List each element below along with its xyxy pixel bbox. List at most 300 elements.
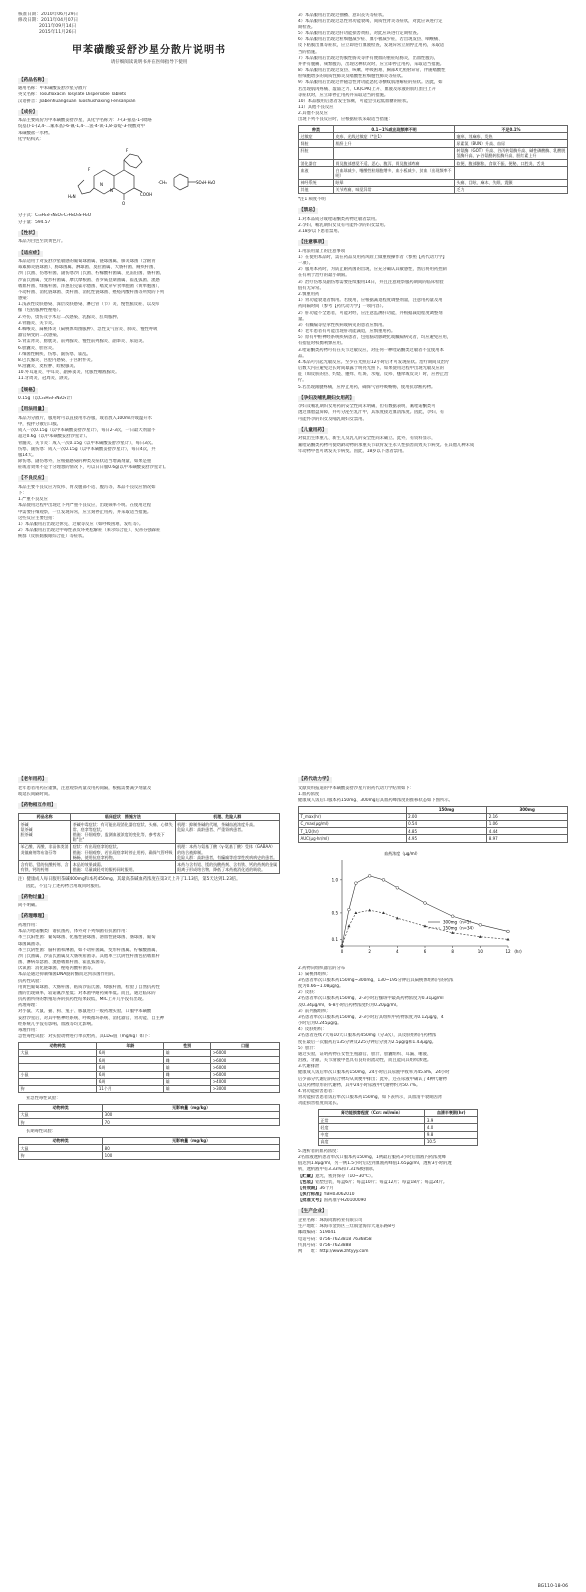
table-cell: 6周 (97, 1049, 164, 1056)
text-flow (298, 203, 568, 454)
text-line: 沙门氏菌属、沙雷氏菌属及大肠埃希菌等。其他革兰氏阴性杆菌包括嗜血杆 (18, 953, 160, 959)
text-line: 1）扁桃体组织： (298, 971, 331, 977)
structure-atom-label: COOH (140, 192, 153, 198)
text-line: 尚不明确。 (18, 903, 40, 909)
text-line: 不动杆菌、消化链球菌、类杆菌、消化性链球菌、痤疮丙酸杆菌等所致的下列 (18, 289, 165, 295)
text-line: 化学结构式： (18, 136, 44, 142)
table-cell: 小鼠 (19, 1071, 97, 1078)
text-line: 分子式：C₁₉H₁₅F₃N₄O₃·C₇H₈O₃S·H₂O (18, 213, 92, 219)
text-line: 5）胆汁： (298, 1045, 318, 1051)
table-cell: 血液 (299, 167, 334, 179)
table-cell: 其他 (299, 186, 334, 193)
text-line: 肾功能损害患者饭后单次口服本药150mg，如下表所示，其血清半衰期因肾 (298, 1095, 443, 1101)
text-line: 霉素肺炎链球菌）、肠球菌属、淋球菌、莫拉菌属、大肠杆菌、痢疾杆菌、 (18, 265, 158, 271)
text-line: 革兰氏阳性菌：葡萄球菌、化脓性链球菌、溶血性链球菌、肠球菌、葡萄 (18, 935, 156, 941)
text-line: 候群（皮肤黏膜眼综合征）等症状。 (18, 534, 87, 540)
y-tick-label: 0.5 (331, 909, 338, 915)
interaction-note: 因此，不宜与上述药物合用或同时服用。 (26, 883, 104, 889)
data-point (479, 935, 482, 938)
table-cell: 转氨酶（GOT）升高、谷丙转氨酶升高、碱性磷酸酶、乳酸脱氢酶升高、γ-谷氨酰转肽酶升高，胆红素上升 (455, 147, 568, 159)
y-axis-label: 血药浓度（μg/ml） (384, 850, 420, 856)
table-cell: 消化器官 (299, 160, 334, 167)
text-line: 经系统几乎没有影响。血液等均无影响。 (18, 1021, 96, 1027)
table-header-row (299, 126, 568, 133)
text-line: 分子量：594.57 (18, 219, 51, 225)
page2-right-column (298, 772, 568, 1590)
document-code: BG110-18-06 (537, 1583, 568, 1589)
table-cell: 皮疹、光线过敏症（*注1） (333, 133, 454, 140)
table-row (19, 1057, 280, 1064)
table-cell: 软便、腹部膨胀、食欲不振、便秘、口腔炎、舌炎 (455, 160, 568, 167)
text-flow (18, 890, 280, 1040)
text-line: 对小鼠、大鼠、猫、狗、兔子、豚鼠进行一般药理实验，口服甲苯磺酸 (18, 1009, 152, 1015)
text-line: 感染： (18, 296, 31, 302)
column-header (299, 806, 407, 813)
table-cell: 含有铝、镁的抗酸药剂、含有铁、钙的药剂 (19, 861, 71, 873)
text-line: 中需要仔细观察，一旦发现异常，应立刻停止用药，并采取适当措施。 (18, 509, 152, 515)
table-row (19, 1119, 280, 1126)
table-cell: 乏力 (455, 186, 568, 193)
table-row (299, 133, 568, 140)
text-line: 6）本品服用后出现过粒细胞减少症、血小板减少症，若出现发热、咽喉痛、 (298, 37, 443, 43)
info-value: 国药准字H20100090 (323, 1198, 367, 1204)
table-note: *注1 频度不明 (298, 196, 326, 202)
column-header: 动物种类 (19, 1137, 103, 1144)
table-cell: 苯乙酸、丙酸，非甾体类消炎镇痛剂等布洛芬等 (19, 843, 71, 861)
text-line: 球菌属菌等。 (18, 941, 44, 947)
table-cell: 关节疼痛，味觉异常 (333, 186, 454, 193)
table-cell: 狗 (19, 1085, 97, 1092)
column-header: 性别 (164, 1042, 211, 1049)
structure-atom-label: N (100, 182, 103, 188)
table-cell: 大鼠 (19, 1111, 103, 1118)
text-line: 本品为白色至淡黄色片。 (18, 239, 66, 245)
table-row (299, 835, 568, 842)
text-line: 1.用法用量上的注意事项 (298, 248, 346, 254)
table-row (19, 1145, 280, 1152)
table-cell (333, 147, 454, 159)
x-tick-label: 2 (368, 948, 371, 954)
data-point (451, 931, 454, 934)
structure-bond (114, 170, 134, 194)
structure-atom-label: F (126, 148, 129, 154)
table-cell: 雄 (164, 1049, 211, 1056)
text-line: 2.其他不良反应 (298, 111, 328, 117)
text-line: 1）肾功能衰退者慎用。若使用，应根据减退程度调整剂量，注意用药量及用 (298, 298, 443, 304)
table-cell: 中度 (319, 1131, 425, 1138)
table (18, 1042, 280, 1093)
section-heading: 【药物过量】 (19, 894, 47, 900)
text-line: 抗药菌所得的繁殖培养的抗药性结果较低，MIC上升几乎没有出现。 (18, 997, 147, 1003)
info-row (298, 1180, 568, 1186)
text-line: 11.牙周炎、冠周炎、颌炎。 (18, 376, 73, 382)
table-cell: 狗 (19, 1152, 103, 1159)
text-line: 成人一次0.15g（以甲苯磺酸妥舒沙星计），每日2-3次，一日最大剂量不 (18, 428, 156, 434)
table-row (319, 1117, 478, 1124)
page1-right-column (298, 12, 568, 748)
text-line: 泪液、牙龈、关节滑液中也具有良好的流动性，而且能向其组织渗透。 (298, 1058, 432, 1064)
structure-atom-label: O (122, 201, 126, 207)
interaction-note: 注）健康成人每日服用茶碱400mg和本药450mg，其最高茶碱血药浓度在第3天上升了1.13倍，第5天达到1.23倍。 (18, 876, 241, 882)
table-row (299, 167, 568, 179)
text-line: 药理作用： (18, 922, 40, 928)
table-cell: 6周 (97, 1078, 164, 1085)
text-line: 3.骨髓炎、关节炎。 (18, 320, 57, 326)
text-line: 6.胆囊炎、胆管炎。 (18, 345, 57, 351)
data-point (347, 924, 350, 927)
text-line: 汉语拼音：Jiabenhuangsuan Tuoshushaxing Fensanpian (18, 98, 136, 104)
table-cell: 大鼠 (19, 1145, 103, 1152)
table (18, 813, 280, 874)
text-flow (298, 966, 568, 1107)
table-cell (19, 1064, 97, 1071)
x-tick-label: 10 (477, 948, 483, 954)
text-line: 4.肾功能损害患者： (298, 1088, 337, 1094)
section-heading: 【用法用量】 (19, 407, 47, 413)
text-line: 苯磺酸盐一水物。 (18, 130, 53, 136)
data-point (479, 923, 482, 926)
x-tick-label: 0 (340, 948, 344, 954)
text-line: 值有无异常。 (298, 285, 324, 291)
section-heading: 【生产企业】 (299, 1209, 327, 1215)
text-line: 1.对本品成分或喹诺酮类药物过敏者禁用。 (298, 216, 380, 222)
text-line: 3名患者单次口服本药150mg~300mg，130~195分钟后其扁桃体组织内的药浓 (298, 977, 454, 983)
table-cell: T_1/2(hr) (299, 828, 407, 835)
drug-interaction-table (18, 813, 280, 874)
section-heading: 【老年用药】 (19, 777, 47, 782)
section-heading: 【药品名称】 (19, 77, 47, 83)
data-point (451, 914, 454, 917)
column-header: 0.1~1%或出现频率不明 (333, 126, 454, 133)
text-line: 本品使用过程中出现过下列严重不良反应，出现频率不明。在使用过程 (18, 503, 152, 509)
data-point (368, 908, 371, 911)
text-flow (298, 13, 568, 124)
table-row (19, 1049, 280, 1056)
text-line: 4.本品可引起光敏反应。至少在光照后12小时后才可发现症状。治疗期间及治疗 (298, 359, 450, 365)
table-cell: 70 (103, 1119, 280, 1126)
table-cell: T_max(hr) (299, 813, 407, 820)
text-line: 7.细菌性痢疾、伤寒、副伤寒、霍乱。 (18, 351, 91, 357)
text-line: 以及药物原形的代谢物，其中24小时尿液中代谢物约为50.7%。 (298, 1082, 421, 1088)
text-line: 本品是通过抑制细菌DNA旋转酶而达到杀菌作用的。 (18, 972, 118, 978)
text-line: 英文名称：Tosufloxacin Tosylate Dispersible Tablets (18, 92, 127, 98)
column-header: 150mg (406, 806, 487, 813)
text-line: 老年患者用药应谨慎，注意观察药量及用药间隔，根据需要减少剂量及 (18, 785, 152, 791)
text-line: 透过血胎盘屏障，并可分泌至乳汁中，其浓度接近血清浓度。因此，孕妇、有 (298, 410, 445, 416)
table-cell: 4.85 (406, 828, 487, 835)
subacute-toxicity-label: 亚急性毒性试验： (26, 1096, 61, 1102)
info-value: 遮光，密封保存（10~30℃）。 (315, 1173, 376, 1179)
table-cell: 11个月 (97, 1085, 164, 1092)
table-row (19, 1085, 280, 1092)
table-cell: 6周 (97, 1064, 164, 1071)
table-row (319, 1124, 478, 1131)
text-line: 当的措施。 (298, 49, 320, 55)
text-line: 2名患者连续7天每10天口服本药450mg（分3次），其皮肤组织内药物浓 (298, 1033, 437, 1039)
table-cell: 9.8 (425, 1131, 478, 1138)
text-line: 2）本品服用后出现过中毒性表皮坏死松解症（莱尔综合征）、史蒂芬强森症 (18, 528, 161, 534)
text-line: 年动物中也可诱发关节病变。因此，18岁以下患者禁用。 (298, 448, 407, 454)
y-tick-label: 1.0 (331, 876, 338, 882)
text-line: 后数天内应避免过长时间暴露于明亮光照下。如果使用过程中出现光敏反应的 (298, 366, 445, 372)
text-line: 3.代谢排泄 (298, 1064, 320, 1070)
text-line: 菌、淋病奈瑟菌、流感嗜血杆菌、霍乱弧菌等。 (18, 960, 109, 966)
text-line: 期检查。 (298, 24, 316, 30)
table-cell: 雄 (164, 1085, 211, 1092)
info-value: 36个月 (319, 1185, 334, 1191)
text-line: 7）本品服用后出现过伪膜性肠炎等伴有便血的重症结肠炎，出血性腹泻， (298, 55, 439, 61)
section-heading: 【规格】 (19, 387, 38, 393)
y-tick-label: 0.1 (331, 936, 338, 942)
structure-atom-label: ·CH₃ (158, 180, 167, 186)
structure-bond (124, 154, 142, 168)
text-line: 有指征时权衡利弊应用。 (298, 341, 346, 347)
text-line: 值达到1.8μg/ml，另一例1.5小时后达到血液药峰值1.65μg/ml，透析3小时的透 (298, 1161, 452, 1167)
column-header: 无影响量（mg/kg） (103, 1104, 280, 1111)
leaflet-page-2 (0, 760, 586, 1592)
text-line: 这些反应主要包括： (18, 515, 57, 521)
text-line: 8.巴氏腺炎、宫腔内感染、子宫附件炎。 (18, 357, 96, 363)
table-row (299, 140, 568, 147)
text-line: 沙门氏菌、伤寒杆菌、副伤寒沙门氏菌、柠檬酸杆菌属、克雷伯菌、肠杆菌、 (18, 271, 165, 277)
text-line: 本品为喹诺酮类广谱抗菌药，体外对下列细菌有抗菌作用： (18, 929, 130, 935)
text-line: 氟喹诺酮类药物可使幼龄动物的承重关节软骨发生永久性损害而致关节病变。在其他几种未成 (298, 442, 475, 448)
adverse-reaction-table (298, 125, 568, 194)
table-cell: 本药与含有铝、镁的抗酸药剂、含有铁、钙的药剂的金属阳离子形成络合物，降低了本药被消化道的吸收。 (175, 861, 279, 873)
table (18, 1104, 280, 1127)
table-cell: 100 (103, 1152, 280, 1159)
table-cell: C_max(μg/ml) (299, 820, 407, 827)
table-cell: 肝脏 (299, 147, 334, 159)
column-header: 口服 (211, 1042, 280, 1049)
table-header-row (19, 1137, 280, 1144)
text-line: 抗药性试验： (18, 978, 44, 984)
column-header: 年龄 (97, 1042, 164, 1049)
table-cell: 0.54 (406, 820, 487, 827)
column-header: 肾功能损害程度（Ccr: ml/min） (319, 1109, 425, 1116)
text-line: 若出现肌肉疼痛、虚弱乏力、CK(CPK)上升、血液及尿液的肌红蛋白上升 (298, 86, 436, 92)
table-cell: >6000 (211, 1057, 280, 1064)
table-cell: >6000 (211, 1064, 280, 1071)
column-header: 药品名称 (19, 813, 71, 820)
info-row (298, 1174, 568, 1180)
data-point (382, 878, 385, 881)
table-row (19, 1152, 280, 1159)
plasma-concentration-chart (308, 846, 538, 964)
text-line: 3）治疗伤寒及副伤寒需要连续服用14日，并且注意观察服药期间的临床检验 (298, 279, 444, 285)
table-cell: 4.44 (487, 828, 568, 835)
table-cell: >3000 (211, 1085, 280, 1092)
table-cell: 高度 (319, 1138, 425, 1145)
text-line: 5.透析者的血药浓度： (298, 1148, 341, 1154)
chronic-toxicity-table (18, 1137, 280, 1160)
text-line: 4）本品服用后出现过急性肾功能衰竭，间质性肾炎等症状，对此应该进行定 (298, 18, 443, 24)
text-line: 文献资料报道的甲苯磺酸妥舒沙星片的药代动力学结果如下： (298, 785, 415, 791)
info-row (298, 1192, 568, 1198)
text-line: 4.咽喉炎、扁桃体炎（扁桃体周围脓肿）、急性支气管炎、肺炎、慢性呼吸 (18, 326, 158, 332)
text-line: 本品适用于对妥舒沙星敏感的葡萄球菌属、链球菌属、肺炎球菌（含耐青 (18, 259, 156, 265)
text-line: 本品主要不良反应为皮疹、胃及腹部不适、腹泻等，本品不良反应情况如 (18, 484, 156, 490)
text-line: 中，搅拌分散后口服。 (18, 422, 61, 427)
table-cell (19, 1078, 97, 1085)
structure-atom-label: H₂N (68, 194, 76, 200)
pharmacokinetics-table (298, 806, 568, 843)
text-line: 本品主要成份为甲苯磺酸妥舒沙星，其化学名称为：7-(3-氨基-1-(吡咯 (18, 118, 152, 124)
x-tick-label: 8 (451, 948, 454, 954)
text-line: 2.慎重用药 (298, 291, 320, 297)
table-row (299, 828, 568, 835)
section-heading: 【药物相互作用】 (19, 802, 56, 808)
column-header: 种类 (299, 126, 334, 133)
table-cell: 茶碱中毒症状：有可能出现消化器官症状、头痛、心律失常、痉挛等症状。 措施：仔细观察，监测血液浓度的变化等，参考表下附"注" (71, 821, 175, 844)
table-cell: 6周 (97, 1057, 164, 1064)
text-line: 药间隔时间（参考【药代动力学】一项内容）。 (298, 304, 387, 310)
table-cell: 3.9 (425, 1117, 478, 1124)
table-cell: 1.06 (487, 820, 568, 827)
text-line: 1）本品服用后出现过休克、过敏等反应（如呼吸困难、发红等）。 (18, 521, 144, 527)
data-point (354, 881, 357, 884)
text-line: 毒理作用： (18, 1027, 40, 1033)
text-line: 疗。 (298, 378, 307, 384)
text-line: 粒细胞增多的间质性肺炎及嗜酸性粒细胞性肺炎等症状。 (298, 74, 406, 80)
text-line: 除伤寒、副伤寒外，应根据感染的种类及症状适当增减剂量，如果是重 (18, 459, 152, 465)
text-line: 孕妇及哺乳期妇女用药的安全性尚未明确，但有数据表明，氟喹诺酮类可 (298, 404, 436, 410)
table-row (19, 843, 280, 861)
table-cell: 机理：抑制茶碱的代谢，茶碱血液浓度升高。 危险人群：高龄患者、严重肾病患者。 (175, 821, 279, 844)
text-line: 皮下粘膜出血等症状，应立即进行血液检查，发现异常立刻停止用药，采取适 (298, 43, 445, 49)
text-line: 品。 (298, 353, 307, 359)
revision-date: 修改日期：2011年04月07日 (18, 17, 79, 23)
page1-left-column (18, 12, 280, 748)
document-title: 甲苯磺酸妥舒沙星分散片说明书 (72, 44, 226, 56)
text-line: 革兰氏阴性菌：脑杆菌和淋菌，如不动杆菌属、变形杆菌属、柠檬酸菌属、 (18, 947, 160, 953)
table-cell: 正常 (319, 1117, 425, 1124)
text-line: 或延长间隔时间。 (18, 791, 53, 797)
text-line: 2）皮肤： (298, 990, 318, 996)
text-line: 器官病变的二次感染。 (18, 333, 61, 339)
text-line: 3）前列腺组织： (298, 1008, 331, 1014)
text-flow (298, 1149, 568, 1255)
text-line: 功能损害程度而延长。 (298, 1101, 341, 1107)
table-cell: 胃及腹部感觉不适、恶心、腹泻、胃及腹部疼痛 (333, 160, 454, 167)
text-line: 3.喹诺酮类药物可有在关节过敏反应，对任何一种喹诺酮类过敏者不宜使用本 (298, 347, 444, 353)
text-line: 11）其他不良反应 (298, 105, 334, 111)
table-row (299, 179, 568, 186)
table-header-row (19, 1104, 280, 1111)
table-cell: 瘙痒、荨麻疹、发热 (455, 133, 568, 140)
text-line: 1.血药浓度 (298, 791, 320, 797)
text-line: 10）本品服用后患者发生惊厥，可能会引起低血糖的症状。 (298, 98, 411, 104)
column-header: 动物种类 (19, 1104, 103, 1111)
text-line: 电话号码：0756-7623818 7636858 (298, 1236, 372, 1242)
data-point (348, 908, 351, 911)
data-point (368, 874, 371, 877)
column-header: 无影响量（mg/kg） (103, 1137, 280, 1144)
x-tick-label: 12 (505, 948, 511, 954)
table-cell: 过敏症 (299, 133, 334, 140)
column-header: 血清半衰期(hr) (425, 1109, 478, 1116)
text-line: 5）本品服用后出现过肝功能损害黄疸，对此应该进行定期检查。 (298, 31, 422, 37)
table-cell: 茶碱 氨茶碱 胆茶碱 (19, 821, 71, 844)
text-line: 邮政编码：519041 (298, 1230, 336, 1236)
text-line: 超过0.6g（以甲苯磺酸妥舒沙星计）。 (18, 434, 90, 440)
text-line: 网 址：http://www.zhtyyy.com (298, 1248, 369, 1254)
text-line: 9）本品服用后出现过伴随急性肾功能恶化等横纹肌溶解症的症状。因此，如 (298, 80, 443, 86)
info-value: YBH03062010 (323, 1192, 355, 1198)
text-line: 通过实验，证明药物在女性生殖器官、胆汁、胆囊组织、耳漏、唾液、 (298, 1051, 432, 1057)
x-tick-label: 4 (396, 948, 399, 954)
text-line: 度为0.66~1.08μg/g。 (298, 984, 344, 990)
text-line: 妥舒沙星后，对其中枢神经系统、呼吸循环系统、消化器官、肾功能、自主神 (18, 1015, 165, 1021)
text-line: 等症状时，应立即停止用药并采取适当的措施。 (298, 92, 389, 98)
table-header-row (19, 813, 280, 820)
series-line (342, 910, 508, 946)
text-line: 一项）。 (298, 261, 314, 267)
table-cell: 6周 (97, 1071, 164, 1078)
table-cell: 肌酐上升 (333, 140, 454, 147)
section-heading: 【注意事项】 (299, 240, 327, 246)
text-line: 5.若出现跟腱疼痛，应停止用药，确保气管呼吸畅畅，使用抗诊断药物。 (298, 384, 436, 390)
text-line: 2名血液透析患者单次口服本药150mg，1例最后服药3小时后血液内药浓度峰 (298, 1155, 446, 1161)
acute-toxicity-table (18, 1042, 280, 1093)
section-heading: 【禁忌】 (299, 208, 318, 214)
table-row (19, 1111, 280, 1118)
table-cell: 尿素氮（BUN）升高、血尿 (455, 140, 568, 147)
table-cell: 80 (103, 1145, 280, 1152)
text-line: 1）在使用本品时，需在药品及用药风险上做重视操作者（参照【药代动力学】 (298, 254, 447, 260)
section-heading: 【儿童用药】 (299, 427, 327, 433)
section-heading: 【药理毒理】 (19, 914, 47, 920)
section-heading: 【性状】 (19, 230, 38, 236)
structure-atom-label: N (110, 188, 113, 194)
text-line: 1.严重不良反应 (18, 497, 48, 503)
text-line: 嗜血杆菌、绿脓杆菌、洋葱伯克霍尔德菌、嗜麦芽窄食单胞菌（黄单胞菌）、 (18, 283, 162, 289)
structure-atom-label: SO₃H·H₂O (196, 180, 216, 186)
table-cell: 机理：本药与氨基丁酸（γ-氨基丁酸）受体（GABAA）的结合被抑制。 危险人群：高龄患者，有癫痫等痉挛性疾病病史的患者。 (175, 843, 279, 861)
table-cell: 8.97 (487, 835, 568, 842)
legend-label: 150mg（n=34） (443, 925, 477, 931)
text-line: 企业名称：珠海同源药业有限公司 (298, 1218, 363, 1224)
table-cell: 2.00 (406, 813, 487, 820)
column-header: 临床症状 措施方法 (71, 813, 175, 820)
text-flow (298, 772, 568, 804)
table-cell: 雄 (164, 1078, 211, 1085)
table-header-row (19, 1042, 280, 1049)
text-line: 对低出生体重儿、新生儿及乳儿的安全性尚未确立。此外，有资料显示， (298, 436, 436, 442)
table-row (19, 821, 280, 844)
table (318, 1109, 478, 1146)
table-cell: 白血球减少，嗜酸性粒细胞增多，血小板减少，贫血（出现频率不明） (333, 167, 454, 179)
text-line: 厌氧菌：消化链球菌、痤疮丙酸杆菌等。 (18, 966, 96, 972)
text-line: 2名患者单次口服本药150mg，2-3小时后痂斑中最高药物浓度为0.31μg/ml (298, 996, 444, 1002)
info-row (298, 1198, 568, 1204)
table-cell: 本品的效果减弱。 措施：尽量减轻对的服药同时服用。 (71, 861, 175, 873)
table-row (299, 813, 568, 820)
text-line: 征（如皮肤的热、灼烧、瘙痒、红斑、水疱、皮疹、瘙痒或皮炎）时，应停止治 (298, 372, 449, 378)
text-flow (18, 772, 280, 811)
text-line: 析，透析液中有3.33%和7.31%被排除。 (298, 1167, 377, 1173)
table-row (299, 820, 568, 827)
text-line: 3名患者单次口服本药150mg，2-3小时后其组织中药物浓度为0.12μg/g，4 (298, 1014, 444, 1020)
text-line: 3）本品服用后出现过抽搐、意识丧失等症状。 (298, 12, 387, 18)
text-line: 3.18岁以下患者禁用。 (298, 229, 342, 235)
text-line: 5.肾盂肾炎、膀胱炎、前列腺炎、慢性前列腺炎、副睾炎、尿道炎。 (18, 339, 147, 345)
table-row (299, 147, 568, 159)
text-line: 5）原有中枢神经系统疾病患者，包括脑动脉硬化或癫痫病史者，均应避免应用， (298, 335, 452, 341)
table-cell (455, 167, 568, 179)
text-line: 小时后为0.245μg/g。 (298, 1021, 342, 1027)
text-line: 用黄色葡萄球菌、大肠杆菌、粘质沙雷氏菌、绿脓杆菌，检验了自然抗药性 (18, 984, 160, 990)
